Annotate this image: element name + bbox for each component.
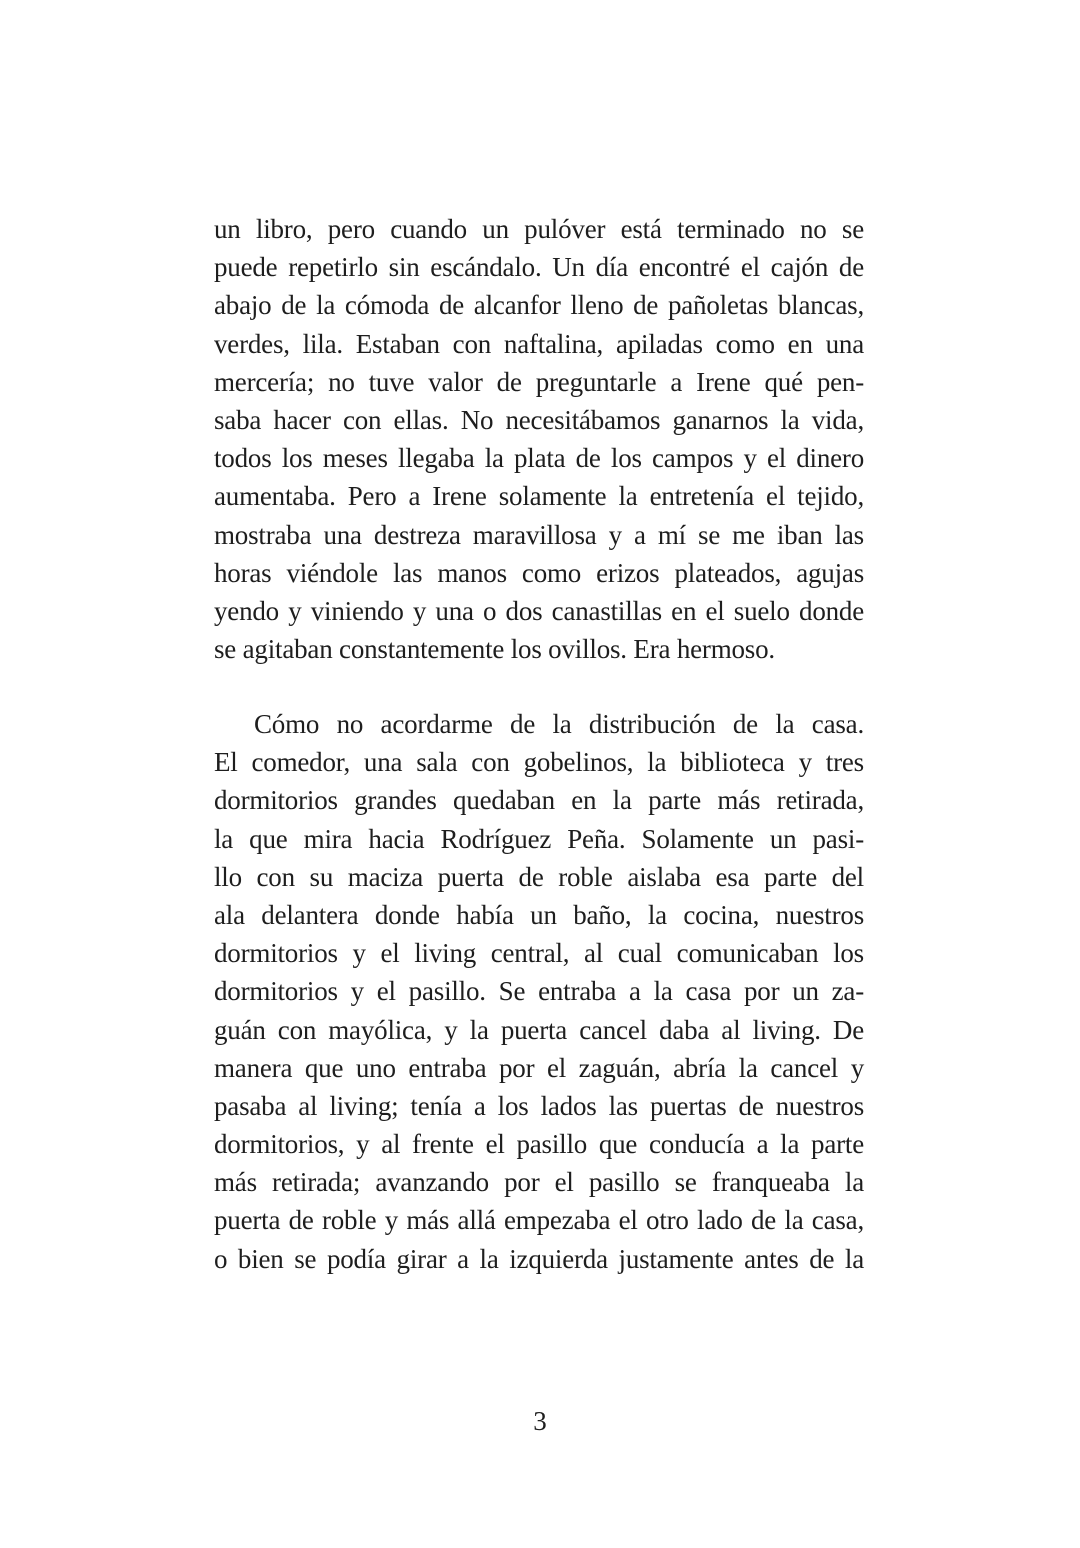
text-line: dormitorios grandes quedaban en la parte más retirada,	[214, 785, 864, 816]
text-line: Cómo no acordarme de la distribución de la casa.	[254, 709, 864, 739]
text-line: horas viéndole las manos como erizos plateados, agujas	[214, 557, 864, 588]
text-line: un libro, pero cuando un pulóver está terminado no se	[214, 214, 864, 244]
paragraph-1	[214, 210, 864, 668]
text-line: mercería; no tuve valor de preguntarle a Irene qué pen-	[214, 366, 864, 397]
text-line: saba hacer con ellas. No necesitábamos ganarnos la vida,	[214, 404, 864, 435]
text-line: pasaba al living; tenía a los lados las puertas de nuestros	[214, 1090, 864, 1121]
page-number: 3	[533, 1406, 547, 1436]
text-line: o bien se podía girar a la izquierda justamente antes de la	[214, 1243, 864, 1274]
text-line: todos los meses llegaba la plata de los campos y el dinero	[214, 443, 864, 474]
text-line: llo con su maciza puerta de roble aislaba esa parte del	[214, 861, 864, 892]
text-line: puerta de roble y más allá empezaba el otro lado de la casa,	[214, 1205, 864, 1236]
text-line: más retirada; avanzando por el pasillo se franqueaba la	[214, 1167, 864, 1198]
text-line: dormitorios y el pasillo. Se entraba a la casa por un za-	[214, 976, 864, 1007]
text-line: guán con mayólica, y la puerta cancel daba al living. De	[214, 1014, 864, 1045]
text-line: El comedor, una sala con gobelinos, la biblioteca y tres	[214, 747, 864, 778]
text-line: verdes, lila. Estaban con naftalina, apiladas como en una	[214, 328, 864, 359]
text-line: la que mira hacia Rodríguez Peña. Solamente un pasi-	[214, 823, 864, 854]
text-line: puede repetirlo sin escándalo. Un día encontré el cajón de	[214, 252, 864, 283]
text-line: dormitorios, y al frente el pasillo que conducía a la parte	[214, 1129, 864, 1160]
text-line: mostraba una destreza maravillosa y a mí se me iban las	[214, 519, 864, 550]
text-line: dormitorios y el living central, al cual comunicaban los	[214, 938, 864, 969]
text-line: aumentaba. Pero a Irene solamente la entretenía el tejido,	[214, 481, 864, 512]
text-line: yendo y viniendo y una o dos canastillas en el suelo donde	[214, 595, 864, 626]
text-line: se agitaban constantemente los ovillos. Era hermoso.	[214, 634, 775, 665]
text-line: abajo de la cómoda de alcanfor lleno de pañoletas blancas,	[214, 290, 864, 321]
paragraph-2	[214, 705, 864, 1278]
text-line: manera que uno entraba por el zaguán, abría la cancel y	[214, 1052, 864, 1083]
text-line: ala delantera donde había un baño, la cocina, nuestros	[214, 899, 864, 930]
